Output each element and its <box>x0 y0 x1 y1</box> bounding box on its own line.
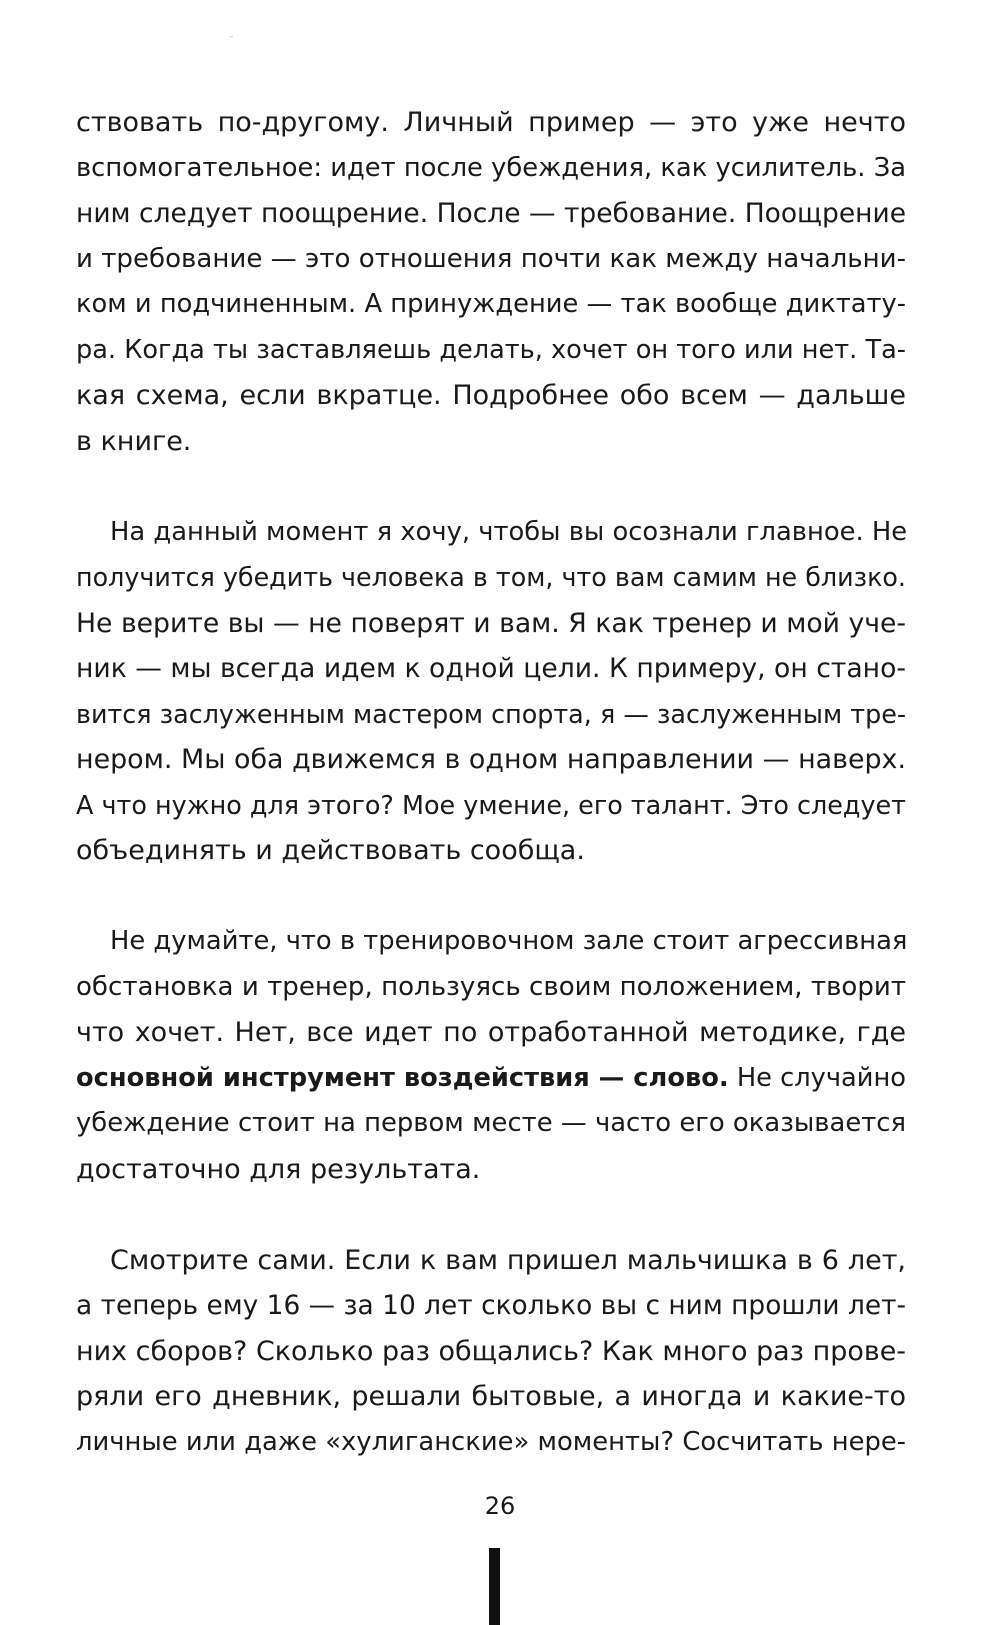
text-line-with-bold <box>76 1056 906 1102</box>
text-line: Смотрите сами. Если к вам пришел мальчишка в 6 лет, <box>110 1244 906 1276</box>
text-line: них сборов? Сколько раз общались? Как много раз прове- <box>76 1335 906 1367</box>
text-line: убеждение стоит на первом месте — часто его оказывается <box>76 1108 906 1138</box>
text-line: ряли его дневник, решали бытовые, а иногда и какие-то <box>76 1381 906 1412</box>
text-line: ник — мы всегда идем к одной цели. К примеру, он стано- <box>76 653 906 684</box>
paragraph-2 <box>76 510 906 874</box>
text-line: А что нужно для этого? Мое умение, его талант. Это следует <box>76 789 906 820</box>
binding-mark <box>489 1548 500 1625</box>
bold-phrase: основной инструмент воздействия — слово. <box>76 1062 729 1093</box>
text-line: вспомогательное: идет после убеждения, как усилитель. За <box>76 152 906 183</box>
text-line: получится убедить человека в том, что вам самим не близко. <box>76 562 906 592</box>
paragraph-gap <box>76 464 906 510</box>
paragraph-3 <box>76 919 906 1192</box>
text-line: объединять и действовать сообща. <box>76 835 585 866</box>
text-line: а теперь ему 16 — за 10 лет сколько вы с ним прошли лет- <box>76 1290 906 1321</box>
text-line: ствовать по-другому. Личный пример — это уже нечто <box>76 107 906 138</box>
text-line: На данный момент я хочу, чтобы вы осознали главное. Не <box>110 516 908 547</box>
text-line: личные или даже «хулиганские» моменты? Сосчитать нере- <box>76 1426 906 1457</box>
page-number: 26 <box>484 1492 516 1520</box>
paragraph-4 <box>76 1238 906 1466</box>
text-line: достаточно для результата. <box>76 1153 481 1185</box>
text-line: нером. Мы оба движемся в одном направлении — наверх. <box>76 744 906 775</box>
scan-speck <box>230 36 233 37</box>
paragraph-gap <box>76 1192 906 1238</box>
text-line: вится заслуженным мастером спорта, я — заслуженным тре- <box>76 698 906 729</box>
text-line: Не думайте, что в тренировочном зале стоит агрессивная <box>110 926 908 956</box>
paragraph-1 <box>76 100 906 464</box>
text-line: ком и подчиненным. А принуждение — так вообще диктату- <box>76 289 906 319</box>
text-line: ним следует поощрение. После — требование. Поощрение <box>76 198 906 229</box>
body-text <box>76 100 906 1465</box>
text-line: ра. Когда ты заставляешь делать, хочет он того или нет. Та- <box>76 334 906 365</box>
text-line: и требование — это отношения почти как между начальни- <box>76 243 906 274</box>
text-line: обстановка и тренер, пользуясь своим положением, творит <box>76 971 906 1002</box>
text-line: кая схема, если вкратце. Подробнее обо всем — дальше <box>76 380 906 411</box>
text-run: Не случайно <box>728 1062 906 1093</box>
text-line: Не верите вы — не поверят и вам. Я как тренер и мой уче- <box>76 607 906 639</box>
paragraph-gap <box>76 874 906 920</box>
text-line: в книге. <box>76 425 192 457</box>
text-line: что хочет. Нет, все идет по отработанной методике, где <box>76 1017 906 1048</box>
